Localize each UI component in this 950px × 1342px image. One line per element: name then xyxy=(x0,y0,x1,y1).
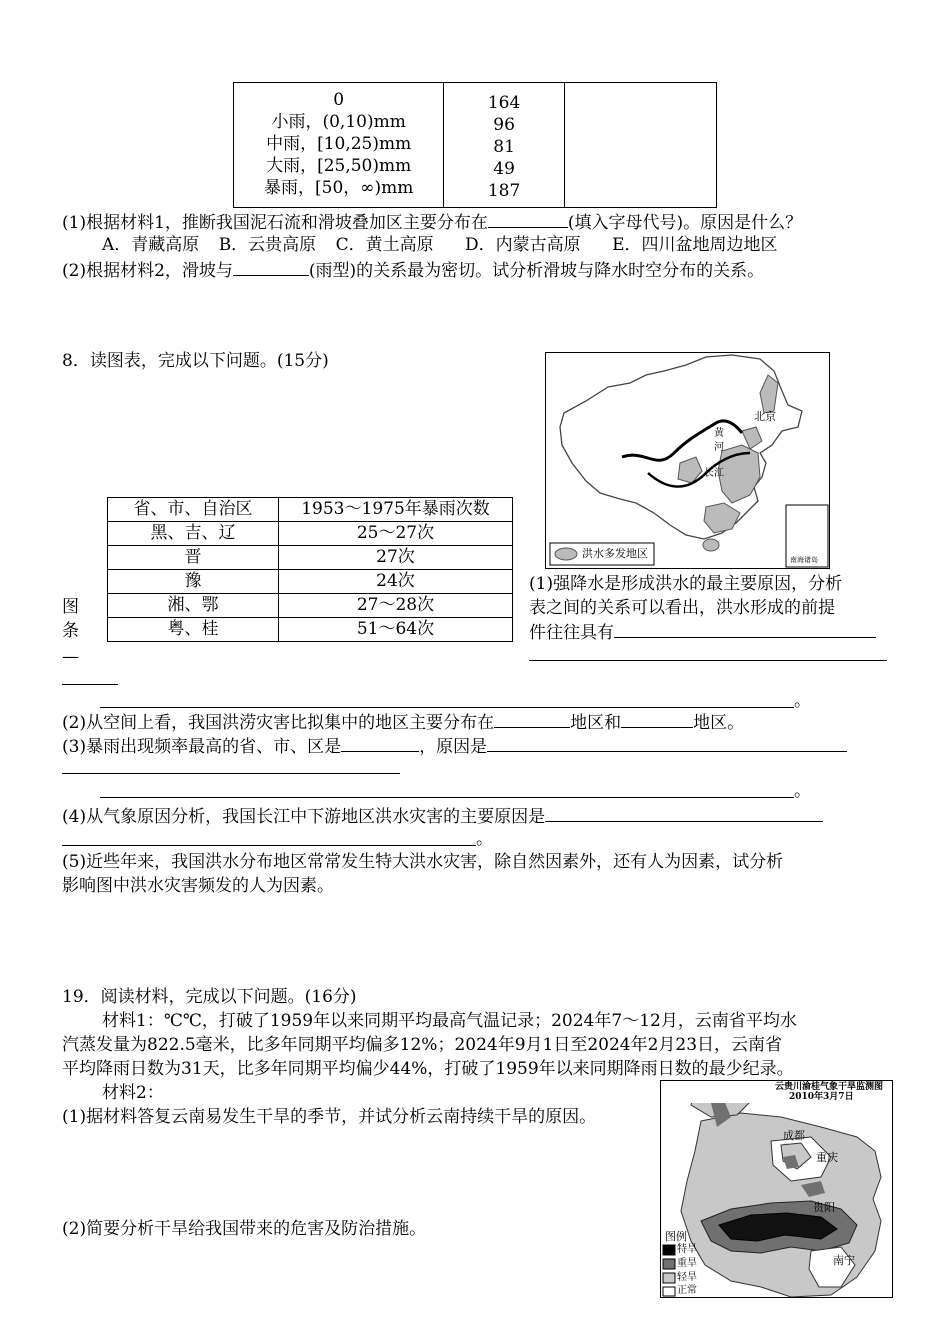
legend-severe: 重旱 xyxy=(677,1258,697,1269)
table-row: 豫 24次 xyxy=(108,570,513,594)
side-dash: — xyxy=(62,647,79,667)
question-8-3: (3)暴雨出现频率最高的省、市、区是 ，原因是 xyxy=(62,734,847,759)
legend-title: 图例 xyxy=(665,1230,687,1243)
material-2: 材料2： xyxy=(102,1083,164,1103)
count: 49 xyxy=(493,159,515,179)
question-8-4: (4)从气象原因分析，我国长江中下游地区洪水灾害的主要原因是 xyxy=(62,804,823,829)
rain-type: 中雨，[10,25)mm xyxy=(266,134,412,154)
question-7-1: (1)根据材料1，推断我国泥石流和滑坡叠加区主要分布在 (填入字母代号)。原因是什么？ xyxy=(62,210,802,235)
table-row: 湘、鄂 27～28次 xyxy=(108,594,513,618)
question-19-1: (1)据材料答复云南易发生干旱的季节，并试分析云南持续干旱的原因。 xyxy=(62,1107,597,1127)
map-label-beijing: 北京 xyxy=(754,410,776,423)
option: E．四川盆地周边地区 xyxy=(612,235,778,255)
table-header: 省、市、自治区 xyxy=(108,498,279,522)
material-1-line3: 平均降雨日数为31天，比多年同期平均偏少44%，打破了1959年以来同期降雨日数的最少纪录。 xyxy=(62,1059,794,1079)
q8-1-line2: 表之间的关系可以看出，洪水形成的前提 xyxy=(529,598,835,618)
china-flood-map xyxy=(545,352,830,569)
q8-1-line1: (1)强降水是形成洪水的最主要原因，分析 xyxy=(529,574,843,594)
options-row xyxy=(102,234,777,257)
table-header: 1953～1975年暴雨次数 xyxy=(279,498,513,522)
drought-map xyxy=(660,1080,893,1298)
q8-1-line3: 件往往具有 xyxy=(529,620,876,645)
question-19-2: (2)简要分析干旱给我国带来的危害及防治措施。 xyxy=(62,1219,427,1239)
map-legend-flood: 洪水多发地区 xyxy=(582,547,648,560)
count: 164 xyxy=(487,93,521,113)
map-inset-label: 南海诸岛 xyxy=(790,556,818,564)
map-label-changjiang: 长江 xyxy=(704,468,724,479)
rain-type: 大雨，[25,50)mm xyxy=(266,156,412,176)
option: B．云贵高原 xyxy=(218,235,317,255)
count-cell xyxy=(444,83,565,208)
side-char-tiao: 条 xyxy=(62,621,79,641)
question-8-5-line1: (5)近些年来，我国洪水分布地区常常发生特大洪水灾害，除自然因素外，还有人为因素，试分析 xyxy=(62,852,784,872)
question-8-title: 8．读图表，完成以下问题。(15分) xyxy=(62,351,329,371)
map-label-huang: 黄 xyxy=(714,428,724,439)
question-19-title: 19．阅读材料，完成以下问题。(16分) xyxy=(62,987,357,1007)
rain-type-cell xyxy=(234,83,444,208)
drought-map-date: 2010年3月7日 xyxy=(789,1092,854,1102)
rain-type: 小雨，(0,10)mm xyxy=(271,112,406,132)
question-8-2: (2)从空间上看，我国洪涝灾害比拟集中的地区主要分布在 地区和 地区。 xyxy=(62,710,744,735)
option: C．黄土高原 xyxy=(335,235,434,255)
rainstorm-table xyxy=(107,497,513,642)
table-row: 晋 27次 xyxy=(108,546,513,570)
material-1-line2: 汽蒸发量为822.5毫米，比多年同期平均偏多12%；2024年9月1日至2024年2月23日，云南省 xyxy=(62,1035,783,1055)
map-label-he: 河 xyxy=(714,442,724,453)
table-row: 黑、吉、辽 25～27次 xyxy=(108,522,513,546)
empty-cell xyxy=(564,83,716,208)
material-1-line1: 材料1：℃℃，打破了1959年以来同期平均最高气温记录；2024年7～12月，云南省平均水 xyxy=(102,1011,797,1031)
city-nanning: 南宁 xyxy=(833,1254,855,1267)
count: 81 xyxy=(493,137,515,157)
option: D．内蒙古高原 xyxy=(465,235,581,255)
count: 96 xyxy=(493,115,515,135)
count: 187 xyxy=(487,181,521,201)
city-chengdu: 成都 xyxy=(783,1129,805,1142)
period: 。 xyxy=(794,691,811,711)
rain-type: 0 xyxy=(333,90,345,110)
table-row: 粤、桂 51～64次 xyxy=(108,618,513,642)
side-char-tu: 图 xyxy=(62,597,79,617)
question-8-5-line2: 影响图中洪水灾害频发的人为因素。 xyxy=(62,876,334,896)
city-guiyang: 贵阳 xyxy=(813,1201,835,1214)
option: A．青藏高原 xyxy=(102,235,200,255)
legend-light: 轻旱 xyxy=(677,1272,697,1283)
legend-extreme: 特旱 xyxy=(677,1244,697,1255)
legend-normal: 正常 xyxy=(677,1285,697,1296)
drought-map-title: 云贵川渝桂气象干旱监测图 xyxy=(775,1082,884,1092)
question-7-2: (2)根据材料2，滑坡与 (雨型)的关系最为密切。试分析滑坡与降水时空分布的关系。 xyxy=(62,258,764,283)
period: 。 xyxy=(476,829,493,849)
city-chongqing: 重庆 xyxy=(816,1151,838,1164)
rain-table xyxy=(233,82,717,208)
rain-type: 暴雨，[50，∞)mm xyxy=(264,178,414,198)
period: 。 xyxy=(794,781,811,801)
